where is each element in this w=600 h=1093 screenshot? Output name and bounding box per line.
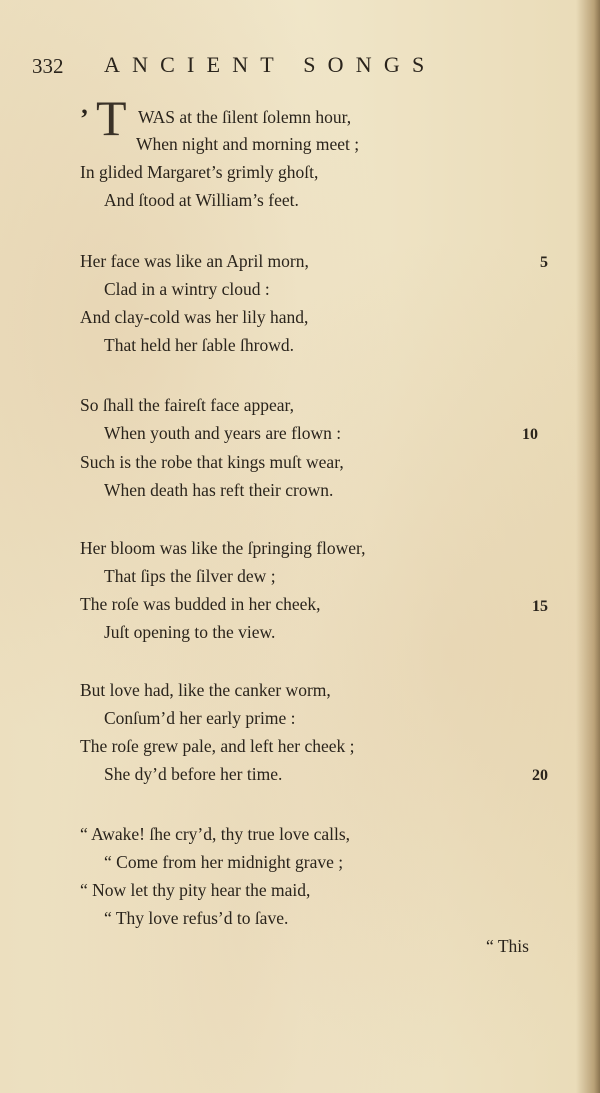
poem-line: And ſtood at William’s feet.	[104, 190, 299, 210]
line-number: 15	[532, 598, 548, 615]
dropcap-apostrophe: ’	[80, 104, 89, 133]
poem-line: “ Awake! ſhe cry’d, thy true love calls,	[80, 824, 351, 844]
poem-line: Clad in a wintry cloud :	[104, 279, 270, 299]
poem-line: Her bloom was like the ſpringing flower,	[80, 538, 366, 558]
page-number: 332	[32, 54, 64, 78]
dropcap-letter: T	[96, 90, 127, 146]
poem-line: That held her ſable ſhrowd.	[104, 335, 295, 355]
catchword: “ This	[486, 936, 529, 956]
poem-line: “ Thy love refus’d to ſave.	[104, 908, 289, 928]
line-number: 5	[540, 254, 548, 271]
line-number: 10	[522, 426, 538, 443]
poem-line: The roſe was budded in her cheek,	[80, 594, 321, 614]
running-title: ANCIENT SONGS	[104, 52, 437, 77]
poem-line: Conſum’d her early prime :	[104, 708, 296, 728]
poem-line: That ſips the ſilver dew ;	[104, 566, 276, 586]
poem-line: Such is the robe that kings muſt wear,	[80, 452, 344, 472]
line-number: 20	[532, 767, 548, 784]
poem-line: Juſt opening to the view.	[104, 622, 276, 642]
page-header	[32, 52, 552, 82]
poem-line: In glided Margaret’s grimly ghoſt,	[80, 162, 319, 182]
poem-line: So ſhall the faireſt face appear,	[80, 395, 295, 415]
poem-line: When night and morning meet ;	[136, 134, 360, 154]
poem-line: When youth and years are flown :	[104, 423, 342, 443]
poem-line: “ Now let thy pity hear the maid,	[80, 880, 311, 900]
poem-line: WAS at the ſilent ſolemn hour,	[138, 107, 352, 127]
poem-line: She dy’d before her time.	[104, 764, 283, 784]
poem-line: Her face was like an April morn,	[80, 251, 309, 271]
poem-line: When death has reft their crown.	[104, 480, 334, 500]
poem-line: But love had, like the canker worm,	[80, 680, 331, 700]
poem-line: “ Come from her midnight grave ;	[104, 852, 344, 872]
poem-line: The roſe grew pale, and left her cheek ;	[80, 736, 355, 756]
poem-line: And clay-cold was her lily hand,	[80, 307, 309, 327]
